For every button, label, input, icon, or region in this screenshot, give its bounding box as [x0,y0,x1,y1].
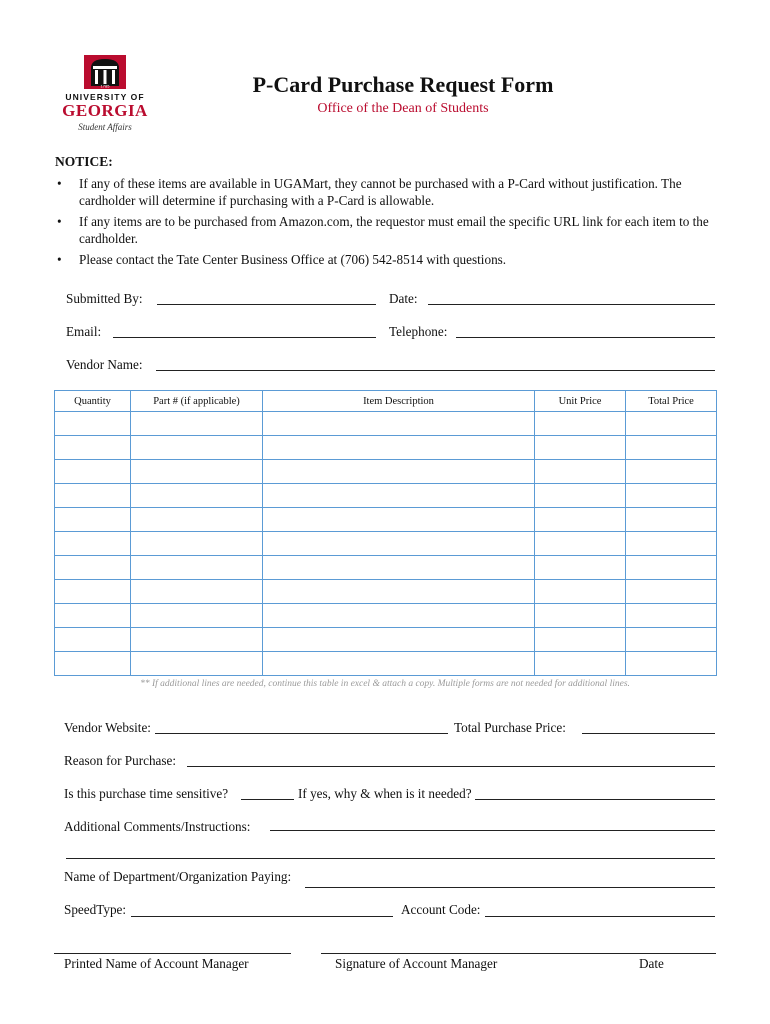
signature-field[interactable] [321,953,716,954]
table-footnote: ** If additional lines are needed, continue this table in excel & attach a copy. Multiple forms are not needed for additional lines. [140,679,630,689]
item-description-cell[interactable] [263,556,535,580]
item-description-cell[interactable] [263,436,535,460]
page-subtitle: Office of the Dean of Students [317,101,489,116]
unit-price-cell[interactable] [535,436,626,460]
part-number-cell[interactable] [131,652,263,676]
telephone-label: Telephone: [389,324,448,339]
logo-university-line: UNIVERSITY OF [65,92,145,102]
submitted-by-field[interactable] [157,304,376,305]
table-row [55,556,717,580]
speedtype-field[interactable] [131,916,393,917]
part-number-cell[interactable] [131,412,263,436]
quantity-cell[interactable] [55,508,131,532]
unit-price-cell[interactable] [535,532,626,556]
if-yes-label: If yes, why & when is it needed? [298,786,472,801]
item-description-cell[interactable] [263,460,535,484]
item-description-cell[interactable] [263,652,535,676]
submitted-by-label: Submitted By: [66,291,143,306]
department-field[interactable] [305,887,715,888]
reason-label: Reason for Purchase: [64,753,177,768]
item-description-cell[interactable] [263,604,535,628]
logo-division: Student Affairs [78,122,132,132]
department-label: Name of Department/Organization Paying: [64,869,292,884]
total-price-cell[interactable] [626,580,717,604]
unit-price-cell[interactable] [535,652,626,676]
signature-date-label: Date [639,956,664,971]
unit-price-cell[interactable] [535,412,626,436]
quantity-cell[interactable] [55,460,131,484]
vendor-name-field[interactable] [156,370,715,371]
date-label: Date: [389,291,418,306]
table-header-row [55,391,717,412]
total-price-cell[interactable] [626,412,717,436]
signature-label: Signature of Account Manager [335,956,498,971]
vendor-website-field[interactable] [155,733,448,734]
reason-field[interactable] [187,766,715,767]
comments-label: Additional Comments/Instructions: [64,819,251,834]
logo-georgia: GEORGIA [62,101,148,120]
email-field[interactable] [113,337,376,338]
items-table [54,390,717,676]
part-number-cell[interactable] [131,508,263,532]
quantity-cell[interactable] [55,604,131,628]
unit-price-cell[interactable] [535,628,626,652]
table-row [55,580,717,604]
quantity-cell[interactable] [55,532,131,556]
part-number-cell[interactable] [131,436,263,460]
quantity-cell[interactable] [55,484,131,508]
comments-field[interactable] [270,830,715,831]
table-row [55,652,717,676]
account-code-label: Account Code: [401,902,481,917]
total-price-cell[interactable] [626,460,717,484]
quantity-cell[interactable] [55,436,131,460]
part-number-cell[interactable] [131,628,263,652]
vendor-name-label: Vendor Name: [66,357,143,372]
part-number-cell[interactable] [131,604,263,628]
column-header-quantity: Quantity [55,391,131,412]
item-description-cell[interactable] [263,580,535,604]
speedtype-label: SpeedType: [64,902,127,917]
total-price-cell[interactable] [626,556,717,580]
column-header-total-price: Total Price [626,391,717,412]
unit-price-cell[interactable] [535,508,626,532]
part-number-cell[interactable] [131,460,263,484]
total-price-cell[interactable] [626,436,717,460]
comments-field-line-2[interactable] [66,858,715,859]
item-description-cell[interactable] [263,628,535,652]
total-price-cell[interactable] [626,652,717,676]
table-row [55,460,717,484]
vendor-website-label: Vendor Website: [64,720,151,735]
time-sensitive-label: Is this purchase time sensitive? [64,786,229,801]
time-sensitive-field[interactable] [241,799,294,800]
item-description-cell[interactable] [263,532,535,556]
table-row [55,532,717,556]
page-title: P-Card Purchase Request Form [252,72,554,97]
seal-year: 1785 [100,83,110,89]
table-row [55,604,717,628]
notice-heading: NOTICE: [55,154,113,169]
total-price-cell[interactable] [626,604,717,628]
printed-name-field[interactable] [54,953,291,954]
total-price-cell[interactable] [626,508,717,532]
table-row [55,412,717,436]
unit-price-cell[interactable] [535,604,626,628]
total-purchase-price-field[interactable] [582,733,715,734]
table-row [55,436,717,460]
column-header-item-description: Item Description [263,391,535,412]
total-price-cell[interactable] [626,484,717,508]
unit-price-cell[interactable] [535,460,626,484]
quantity-cell[interactable] [55,652,131,676]
table-row [55,628,717,652]
item-description-cell[interactable] [263,484,535,508]
part-number-cell[interactable] [131,556,263,580]
item-description-cell[interactable] [263,412,535,436]
quantity-cell[interactable] [55,412,131,436]
column-header-unit-price: Unit Price [535,391,626,412]
quantity-cell[interactable] [55,580,131,604]
quantity-cell[interactable] [55,628,131,652]
part-number-cell[interactable] [131,580,263,604]
unit-price-cell[interactable] [535,556,626,580]
column-header-part-number: Part # (if applicable) [131,391,263,412]
unit-price-cell[interactable] [535,484,626,508]
notice-item: • If any items are to be purchased from Amazon.com, the requestor must email the specific URL link for each item to the cardholder. [55,213,725,247]
total-price-cell[interactable] [626,628,717,652]
table-row [55,508,717,532]
items-table-body [55,412,717,676]
printed-name-label: Printed Name of Account Manager [64,956,249,971]
unit-price-cell[interactable] [535,580,626,604]
total-price-cell[interactable] [626,532,717,556]
total-purchase-price-label: Total Purchase Price: [454,720,566,735]
date-field[interactable] [428,304,715,305]
notice-list [55,175,725,272]
account-code-field[interactable] [485,916,715,917]
part-number-cell[interactable] [131,484,263,508]
notice-item: • Please contact the Tate Center Business Office at (706) 542-8514 with questions. [55,251,725,268]
quantity-cell[interactable] [55,556,131,580]
part-number-cell[interactable] [131,532,263,556]
notice-item: • If any of these items are available in UGAMart, they cannot be purchased with a P-Card without justification. The cardholder will determine if purchasing with a P-Card is allowable. [55,175,725,209]
telephone-field[interactable] [456,337,715,338]
item-description-cell[interactable] [263,508,535,532]
if-yes-field[interactable] [475,799,715,800]
email-label: Email: [66,324,102,339]
table-row [55,484,717,508]
